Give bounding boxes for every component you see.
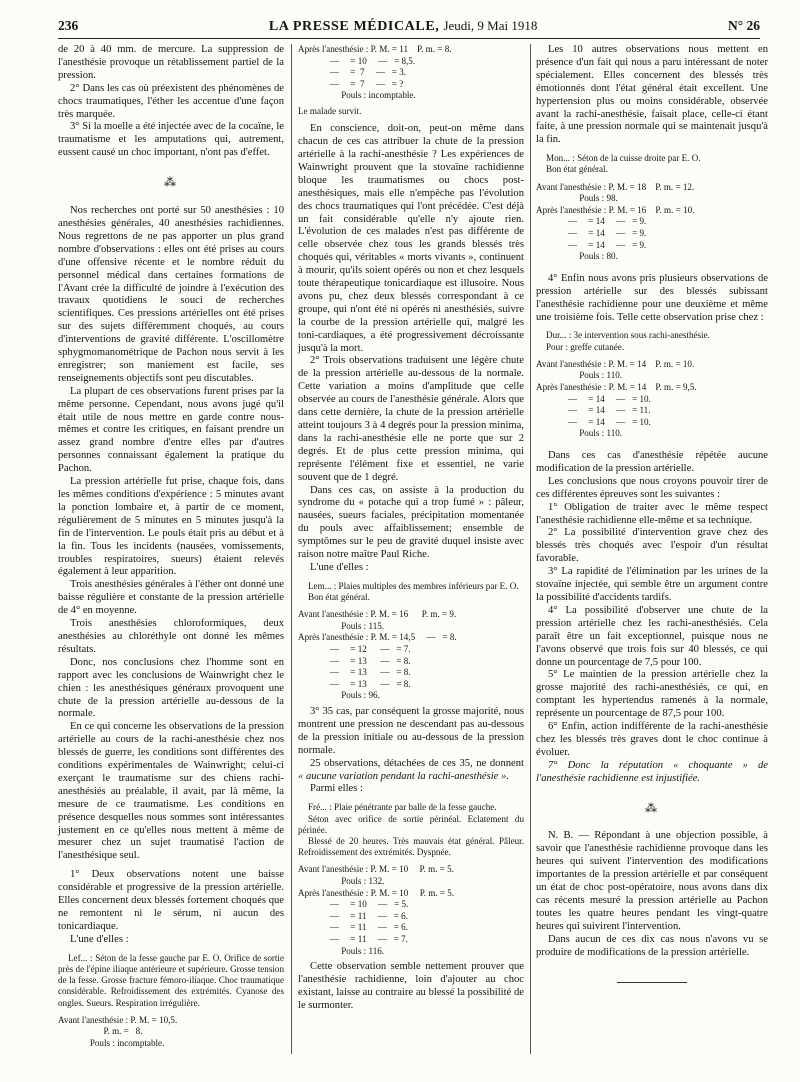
conclusion-item: 1° Obligation de traiter avec le même respect l'anesthésie rachidienne elle-même et sa technique. — [536, 501, 768, 526]
paragraph: N. B. — Répondant à une objection possible, à savoir que l'anesthésie rachidienne provoque dans les heures qui suivent l'intervention des modifications importantes de la pression artérielle et par conséquent un état de choc post-opératoire, nous avons dans dix cas récents mesuré la pression artérielle au Pachon toutes les quatre heures pendant les vingt-quatre heures qui suivirent l'intervention. — [536, 830, 768, 932]
conclusion-item: 6° Enfin, action indifférente de la rachi-anesthésie chez les blessés très graves dont le choc continue à évoluer. — [536, 721, 768, 758]
conclusion-item: 2° La possibilité d'intervention grave chez des blessés très choqués avec l'espoir d'un résultat favorable. — [536, 527, 768, 565]
case-text: Bon état général. — [308, 592, 370, 603]
conclusion-item: 3° La rapidité de l'élimination par les urines de la stovaïne injectée, qui semble être un argument contre la possibilité d'accidents tardifs. — [536, 566, 768, 603]
section-separator: ⁂ — [645, 800, 659, 815]
paragraph: Trois anesthésies chloroformiques, deux anesthésies au chloréthyle ont donné les mêmes résultats. — [58, 618, 284, 655]
page-number: 236 — [58, 18, 79, 33]
pressure-table: Avant l'anesthésie : P. M. = 14 P. m. = 10. Pouls : 110. Après l'anesthésie : P. M. = 14 P. m. = 9,5. — = 14 — = 10. — = 14 — = 11. — = 14 — = 10. Pouls : 110. — [536, 358, 697, 439]
case-report — [298, 581, 524, 603]
paragraph: 25 observations, détachées de ces 35, ne donnent « aucune variation pendant la rachi-anesthésie ». — [298, 757, 524, 782]
paragraph: 1° Deux observations notent une baisse considérable et progressive de la pression artérielle. Elles concernent deux blessés fortement choqués que ne remontent ni le sérum, ni aucun des tonicardiaque. — [58, 869, 284, 932]
case-text: Fré... : Plaie pénétrante par balle de la fesse gauche. — [308, 802, 497, 813]
paragraph: Nos recherches ont porté sur 50 anesthésies : 10 anesthésies générales, 40 anesthésies rachidiennes. Nous regrettons de ne pas apporter un plus grand nombre d'observations : elles ont été prises au cours d'une offensive récente et le nombre réduit du personnel médical dans certaines formations de l'Avant crée la difficulté de joindre à l'exécution des travaux quotidiens le souci de recherches scientifiques. Ces pressions artérielles ont été prises sur des sujets différemment choqués, au cours d'interventions de gravité différente. L'oscillomètre sphygmomanométrique de Pachon nous servit à les enregistrer; son maniement est facile, ses renseignements objectifs sont peu discutables. — [58, 205, 284, 384]
italic-quote: « aucune variation pendant la rachi-anesthésie ». — [298, 770, 509, 782]
pressure-table: Avant l'anesthésie : P. M. = 10 P. m. = 5. Pouls : 132. Après l'anesthésie : P. M. = 10 P. m. = 5. — = 10 — = 5. — = 11 — = 6. — = 11 — = 6. — = 11 — = 7. Pouls : 116. — [298, 864, 455, 956]
pressure-table: Avant l'anesthésie : P. M. = 16 P. m. = 9. Pouls : 115. Après l'anesthésie : P. M. = 14,5 — = 8. — = 12 — = 7. — = 13 — = 8. — = 13 — = 8. — = 13 — = 8. Pouls : 96. — [298, 609, 457, 701]
paragraph: Les conclusions que nous croyons pouvoir tirer de ces différentes épreuves sont les suivantes : — [536, 475, 768, 500]
case-report — [298, 802, 524, 858]
case-text: Séton avec orifice de sortie périnéal. Eclatement du périnée. — [298, 813, 524, 835]
end-rule — [617, 982, 687, 983]
paragraph: 3° 35 cas, par conséquent la grosse majorité, nous montrent une pression ne descendant pas au-dessous de la pression initiale ou au-dessous de la pression normale. — [298, 706, 524, 756]
column-2 — [298, 44, 524, 1013]
case-text: Pour : greffe cutanée. — [546, 341, 625, 352]
column-1 — [58, 44, 284, 1054]
column-divider — [291, 44, 292, 1054]
paragraph: Parmi elles : — [310, 783, 363, 795]
column-3 — [536, 44, 768, 983]
issue-date: Jeudi, 9 Mai 1918 — [443, 17, 538, 33]
paragraph: Les 10 autres observations nous mettent en présence d'un fait qui nous a paru intéressant de noter spécialement. Elles concernent des blessés très émotionnés dont l'état général était excellent. Une hypertension plus ou moins considérable, observée avant la rachi-anesthésie, faisait place, celle-ci étant faite, à une pression normale qui se maintenait jusqu'à la fin. — [536, 44, 768, 146]
paragraph: Cette observation semble nettement prouver que l'anesthésie rachidienne, loin d'ajouter au choc existant, laisse au contraire au blessé la possibilité de le surmonter. — [298, 961, 524, 1011]
pressure-table: Avant l'anesthésie : P. M. = 18 P. m. = 12. Pouls : 98. Après l'anesthésie : P. M. = 16 P. m. = 10. — = 14 — = 9. — = 14 — = 9. — = 14 — = 9. Pouls : 80. — [536, 181, 695, 262]
paragraph: Dans ces cas, on assiste à la production du syndrome du « potache qui a trop fumé » : pâleur, nausées, sueurs faciales, précipitation momentanée du pouls avec affaiblissement; ensemble de symptômes sur le peu de gravité duquel insiste avec raison notre maître Paul Riche. — [298, 484, 524, 561]
paragraph: 4° Enfin nous avons pris plusieurs observations de pression artérielle sur des blessés subissant l'anesthésie rachidienne pour une deuxième et même une troisième fois. Telle cette observation prise chez : — [536, 272, 768, 323]
paragraph: En ce qui concerne les observations de la pression artérielle au cours de la rachi-anesthésie chez nos blessés de guerre, les conditions sont différentes des conditions expérimentales de Wainwright; celui-ci exerçant le traumatisme sur des chiens rachi-anesthésiés au préalable, il avait, par là même, la mesure de ce traumatisme. Les conditions en présence desquelles nous sommes sont intéressantes justement en ce qu'elles nous mettent à même de mesurer chez un sujet traumatisé l'action de l'anesthésique seul. — [58, 721, 284, 862]
paragraph: En conscience, doit-on, peut-on même dans chacun de ces cas attribuer la chute de la pression artérielle à la rachi-anesthésie ? Les expériences de Wainwright prouvent que la stovaïne rachidienne bloque les traumatismes ou chocs post-anesthésiques, mais elle n'empêche pas l'évolution des chocs traumatiques qui l'ont précédée. C'est déjà un fait considérable qu'elle n'y ajoute rien. L'évolution de ces malades n'est pas différente de celle observée chez tous les grands blessés très choqués qui, véritables « morts vivants », continuent à mourir, qu'ils soient opérés ou non et chez lesquels toute thérapeutique tonicardiaque est illusoire. Nous avons pu, chez deux blessés correspondant à ce groupe, qui n'ont été ni opérés ni anesthésiés, suivre la courbe de la pression artérielle qui, malgré les toni-cardiaques, a été progressivement décroissante jusqu'à la mort. — [298, 123, 524, 354]
case-report — [536, 330, 768, 352]
page-header — [58, 14, 760, 39]
conclusion-item: 7° Donc la réputation « choquante » de l'anesthésie rachidienne est injustifiée. — [536, 759, 768, 784]
issue-number: N° 26 — [727, 18, 760, 33]
running-title — [269, 18, 538, 35]
case-text: Bon état général. — [546, 164, 608, 175]
case-outcome: Le malade survit. — [298, 105, 362, 116]
case-text: Lem... : Plaies multiples des membres inférieurs par E. O. — [308, 580, 519, 591]
case-report — [536, 153, 768, 175]
section-separator: ⁂ — [164, 175, 178, 190]
paragraph: 2° Dans les cas où préexistent des phénomènes de chocs traumatiques, l'éther les accentue d'une façon très marquée. — [58, 82, 284, 120]
case-report — [58, 953, 284, 1009]
paragraph: L'une d'elles : — [310, 561, 369, 573]
paragraph: La plupart de ces observations furent prises par la même personne. Cependant, nous avons jugé qu'il était utile de nous mettre en garde contre nous-mêmes et contre les critiques, en faisant prendre un assez grand nombre d'entre elles par d'autres personnes connaissant également la pratique du Pachon. — [58, 385, 284, 475]
case-text: Mon... : Séton de la cuisse droite par E. O. — [546, 153, 701, 164]
conclusion-item: 4° La possibilité d'observer une chute de la pression artérielle chez les rachi-anesthésiés. Cela paraît être un fait exceptionnel, puisque nous ne l'avons observé que trois fois sur 40 blessés, ce qui donne un pourcentage de 7,5 pour 100. — [536, 604, 768, 668]
paragraph: La pression artérielle fut prise, chaque fois, dans les mêmes conditions d'expérience : 5 minutes avant la ponction lombaire et, à partir de ce moment, régulièrement de 5 minutes en 5 minutes jusqu'à la fin de l'intervention. Le pouls était pris au début et à la fin. Tous les incidents (nausées, vomissements, troubles respiratoires, sueurs) étaient relevés également à leur apparition. — [58, 476, 284, 578]
conclusion-item: 5° Le maintien de la pression artérielle chez la grosse majorité des rachi-anesthésiés, ce qui, en comptant les hypertendus ramenés à la normale, représente un pourcentage de 87,5 pour 100. — [536, 669, 768, 720]
pressure-table: Avant l'anesthésie : P. M. = 10,5. P. m. = 8. Pouls : incomptable. — [58, 1014, 178, 1048]
column-divider — [530, 44, 531, 1054]
paragraph: Dans ces cas d'anesthésie répétée aucune modification de la pression artérielle. — [536, 450, 768, 474]
paragraph: L'une d'elles : — [70, 933, 129, 945]
paragraph: Dans aucun de ces dix cas nous n'avons vu se produire de modifications de la pression artérielle. — [536, 933, 768, 958]
paragraph: Trois anesthésies générales à l'éther ont donné une baisse régulière et constante de la pression artérielle de 4° en moyenne. — [58, 579, 284, 617]
case-text: Lef... : Séton de la fesse gauche par E. O. Orifice de sortie près de l'épine iliaque antérieure et supérieure. Grosse tension de la fesse. Grosse fracture fémoro-iliaque. Choc traumatique considérable. Refroidissement des extrémités. Cyanose des ongles. Sueurs. Respiration irrégulière. — [58, 952, 284, 1008]
journal-title: LA PRESSE MÉDICALE, — [268, 18, 440, 34]
case-text: Dur... : 3e intervention sous rachi-anesthésie. — [546, 330, 710, 341]
paragraph: 3° Si la moelle a été injectée avec de la cocaïne, le traumatisme et les amputations qui, autrement, eussent causé un choc important, n'ont pas d'effet. — [58, 121, 284, 159]
case-text: Blessé de 20 heures. Très mauvais état général. Pâleur. Refroidissement des extrémités. Dyspnée. — [298, 836, 524, 858]
paragraph: Donc, nos conclusions chez l'homme sont en rapport avec les conclusions de Wainwright chez le chien : les anesthésiques généraux provoquent une chute de la pression artérielle au-dessous de la normale. — [58, 656, 284, 720]
paragraph: de 20 à 40 mm. de mercure. La suppression de l'anesthésie provoque un rétablissement partiel de la pression. — [58, 44, 284, 81]
pressure-table: Après l'anesthésie : P. M. = 11 P. m. = 8. — = 10 — = 8,5. — = 7 — = 3. — = 7 — = ? Pouls : incomptable. — [298, 44, 452, 101]
paragraph: 2° Trois observations traduisent une légère chute de la pression artérielle au-dessous de la normale. Cette variation a moins d'amplitude que celle observée au cours de l'anesthésie générale. Alors que dans cette dernière, la chute de la pression artérielle atteint toujours 3 à 4 degrés pour la pression minima, dans la rachi-anesthésie elle ne porte que sur 2 degrés. Et de plus cette pression minima, qui représente l'élément fixe et essentiel, ne varie souvent que de 1 degré. — [298, 355, 524, 483]
